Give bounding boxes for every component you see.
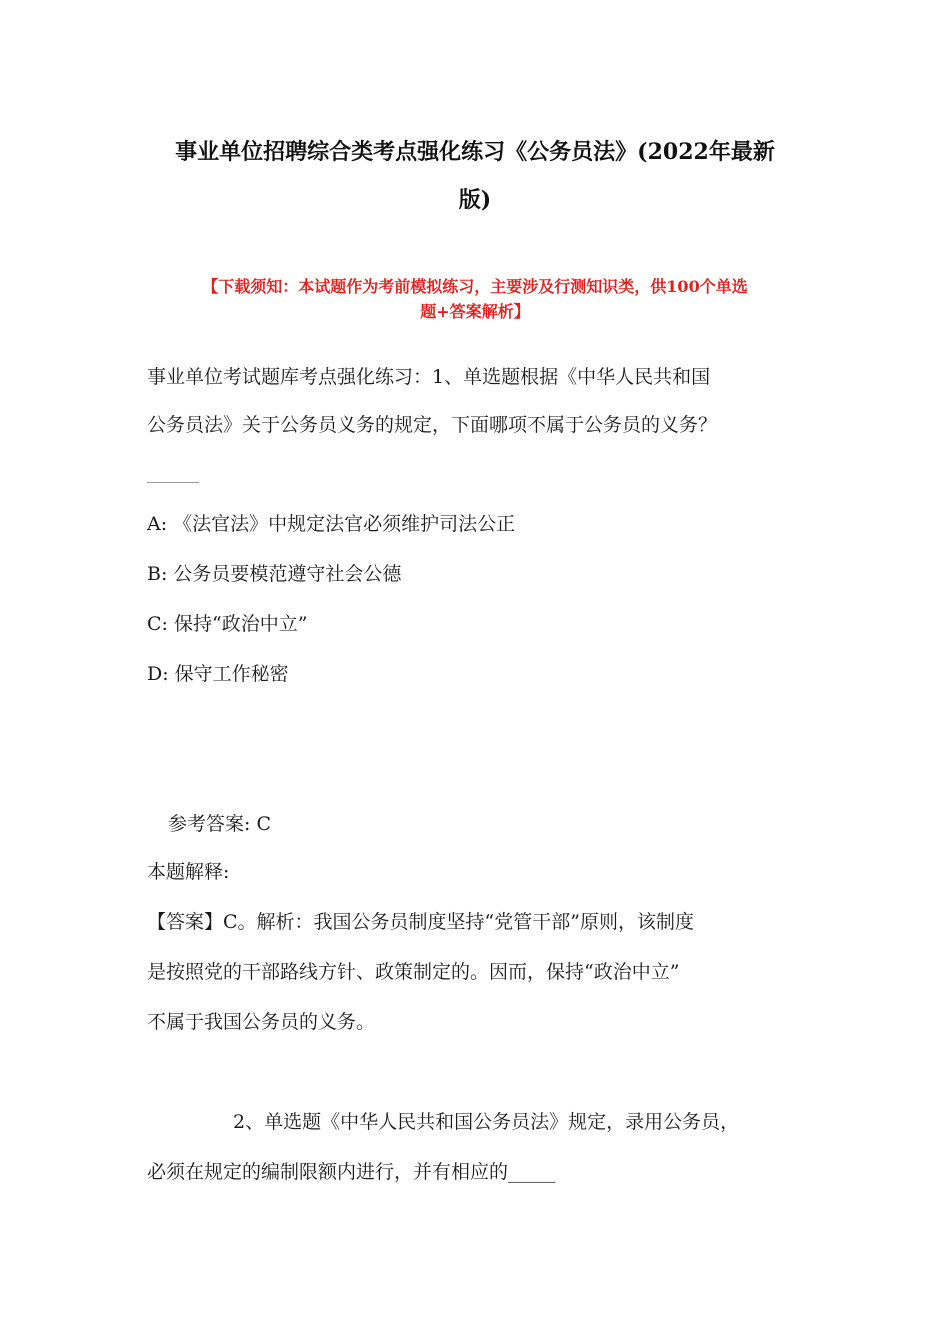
option-c: C: 保持“政治中立”: [147, 613, 308, 635]
option-d: D: 保守工作秘密: [147, 663, 289, 685]
question1-stem-line1: 事业单位考试题库考点强化练习：1、单选题根据《中华人民共和国: [147, 366, 711, 388]
document-title-line1: 事业单位招聘综合类考点强化练习《公务员法》(2022年最新: [175, 139, 775, 165]
download-notice-line2: 题+答案解析】: [420, 302, 530, 321]
question2-stem-line2: 必须在规定的编制限额内进行，并有相应的_____: [147, 1161, 556, 1183]
explanation-line3: 不属于我国公务员的义务。: [147, 1011, 376, 1033]
explanation-line2: 是按照党的干部路线方针、政策制定的。因而，保持“政治中立”: [147, 961, 680, 983]
download-notice-line1: 【下载须知：本试题作为考前模拟练习，主要涉及行测知识类，供100个单选: [202, 277, 748, 296]
explanation-label: 本题解释:: [147, 861, 230, 883]
option-b: B: 公务员要模范遵守社会公德: [147, 563, 402, 585]
question1-stem-line2: 公务员法》关于公务员义务的规定，下面哪项不属于公务员的义务？: [147, 414, 718, 436]
answer-blank-rule: [147, 482, 199, 483]
reference-answer: 参考答案: C: [168, 813, 271, 835]
document-title-line2: 版): [458, 187, 492, 213]
option-a: A: 《法官法》中规定法官必须维护司法公正: [147, 513, 516, 535]
question2-stem-line1: 2、单选题《中华人民共和国公务员法》规定，录用公务员，: [233, 1111, 740, 1133]
explanation-line1: 【答案】C。解析：我国公务员制度坚持“党管干部”原则，该制度: [147, 911, 694, 933]
